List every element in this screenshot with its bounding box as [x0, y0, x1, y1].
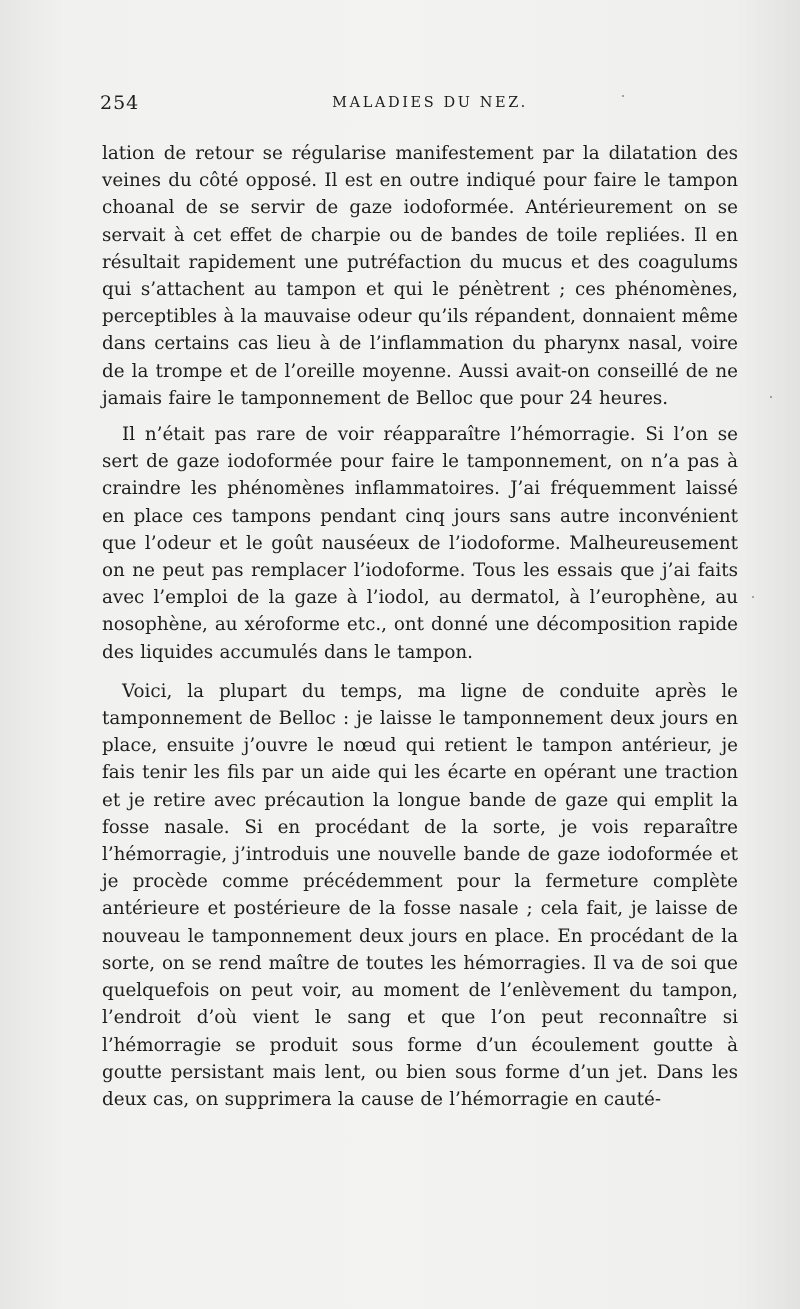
- paper-speck: [770, 396, 772, 398]
- paper-speck: [622, 95, 624, 97]
- page-header-title: MALADIES DU NEZ.: [332, 95, 528, 111]
- paragraph-text: Il n’était pas rare de voir réapparaître l’hémorragie. Si l’on se sert de gaze iodoformée pour faire le tamponnement, on n’a pas à craindre les phénomènes inflammatoires. J’ai fréquemment laissé en place ces tampons pendant cinq jours sans autre inconvénient que l’odeur et le goût nauséeux de l’iodoforme. Malheureusement on ne peut pas remplacer l’iodoforme. Tous les essais que j’ai faits avec l’emploi de la gaze à l’iodol, au dermatol, à l’europhène, au nosophène, au xéroforme etc., ont donné une décomposition rapide des liquides accumulés dans le tampon.: [102, 424, 738, 663]
- running-head: [100, 92, 740, 122]
- paragraph-text: lation de retour se régularise manifestement par la dilatation des veines du côté opposé. Il est en outre indiqué pour faire le tampon choanal de se servir de gaze iodoformée. Antérieurement on se servait à cet effet de charpie ou de bandes de toile repliées. Il en résultait rapidement une putréfaction du mucus et des coagulums qui s’attachent au tampon et qui le pénètrent ; ces phénomènes, perceptibles à la mauvaise odeur qu’ils répandent, donnaient même dans certains cas lieu à de l’inflammation du pharynx nasal, voire de la trompe et de l’oreille moyenne. Aussi avait-on conseillé de ne jamais faire le tamponnement de Belloc que pour 24 heures.: [102, 143, 738, 409]
- paragraph: [102, 421, 738, 666]
- paragraph: [102, 140, 738, 412]
- paragraph-text: Voici, la plupart du temps, ma ligne de conduite après le tamponnement de Belloc : je laisse le tamponnement deux jours en place, ensuite j’ouvre le nœud qui retient le tampon antérieur, je fais tenir les fils par un aide qui les écarte en opérant une traction et je retire avec précaution la longue bande de gaze qui emplit la fosse nasale. Si en procédant de la sorte, je vois reparaître l’hémorragie, j’introduis une nouvelle bande de gaze iodoformée et je procède comme précédemment pour la fermeture complète antérieure et postérieure de la fosse nasale ; cela fait, je laisse de nouveau le tamponnement deux jours en place. En procédant de la sorte, on se rend maître de toutes les hémorragies. Il va de soi que quelquefois on peut voir, au moment de l’enlèvement du tampon, l’endroit d’où vient le sang et que l’on peut reconnaître si l’hémorragie se produit sous forme d’un écoulement goutte à goutte persistant mais lent, ou bien sous forme d’un jet. Dans les deux cas, on supprimera la cause de l’hémorragie en cauté-: [102, 680, 738, 1110]
- paper-speck: [752, 596, 754, 598]
- body-text: [102, 140, 738, 1113]
- page-number: 254: [100, 92, 140, 114]
- paragraph: [102, 678, 738, 1113]
